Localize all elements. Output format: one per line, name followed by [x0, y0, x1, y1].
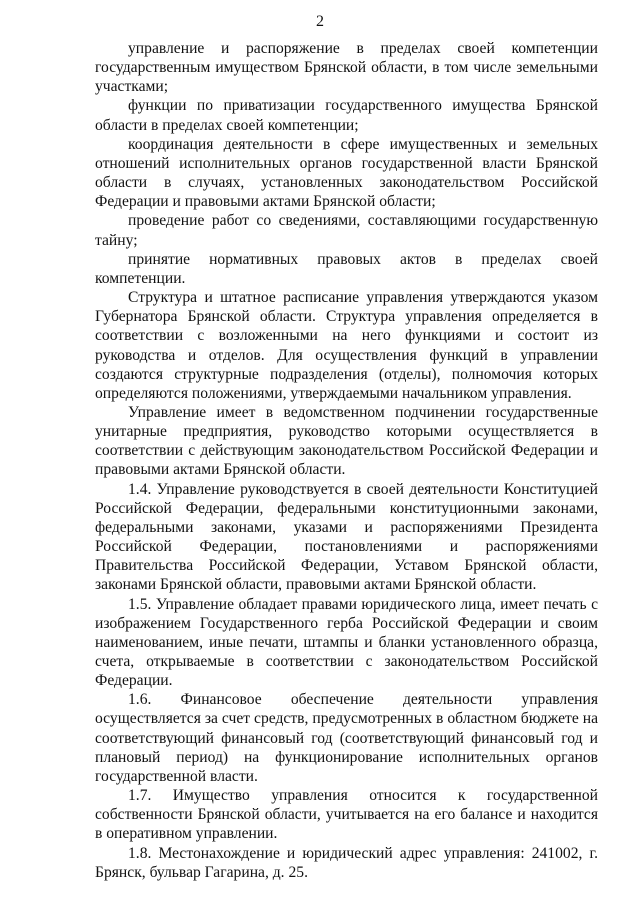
paragraph-management-of-property: управление и распоряжение в пределах своей компетенции государственным имуществом Брянской области, в том числе земельными участками;	[95, 40, 598, 96]
paragraph-section-1-7: 1.7. Имущество управления относится к государственной собственности Брянской области, учитывается на его балансе и находится в оперативном управлении.	[95, 787, 598, 843]
paragraph-section-1-5: 1.5. Управление обладает правами юридического лица, имеет печать с изображением Государственного герба Российской Федерации и своим наименованием, иные печати, штампы и бланки установленного образца, счета, открываемые в соответствии с законодательством Российской Федерации.	[95, 595, 598, 690]
paragraph-normative-acts: принятие нормативных правовых актов в пределах своей компетенции.	[95, 250, 598, 287]
paragraph-privatization: функции по приватизации государственного имущества Брянской области в пределах своей компетенции;	[95, 97, 598, 134]
paragraph-state-secret: проведение работ со сведениями, составляющими государственную тайну;	[95, 212, 598, 249]
paragraph-section-1-8: 1.8. Местонахождение и юридический адрес управления: 241002, г. Брянск, бульвар Гагарина, д. 25.	[95, 844, 598, 881]
page-number: 2	[316, 13, 324, 30]
paragraph-section-1-6: 1.6. Финансовое обеспечение деятельности управления осуществляется за счет средств, предусмотренных в областном бюджете на соответствующий финансовый год (соответствующий финансовый год и плановый период) на функционирование исполнительных органов государственной власти.	[95, 691, 598, 785]
paragraph-structure: Структура и штатное расписание управления утверждаются указом Губернатора Брянской области. Структура управления определяется в соответствии с возложенными на него функциями и состоит из руководства и отделов. Для осуществления функций в управлении создаются структурные подразделения (отделы), полномочия которых определяются положениями, утверждаемыми начальником управления.	[95, 289, 598, 402]
paragraph-subordinate-enterprises: Управление имеет в ведомственном подчинении государственные унитарные предприятия, руководство которыми осуществляется в соответствии с действующим законодательством Российской Федерации и правовыми актами Брянской области.	[95, 403, 598, 479]
document-body	[95, 39, 598, 882]
paragraph-section-1-4: 1.4. Управление руководствуется в своей деятельности Конституцией Российской Федерации, федеральными конституционными законами, федеральными законами, указами и распоряжениями Президента Российской Федерации, постановлениями и распоряжениями Правительства Российской Федерации, Уставом Брянской области, законами Брянской области, правовыми актами Брянской области.	[95, 480, 598, 594]
paragraph-coordination: координация деятельности в сфере имущественных и земельных отношений исполнительных органов государственной власти Брянской области в случаях, установленных законодательством Российской Федерации и правовыми актами Брянской области;	[95, 135, 598, 211]
